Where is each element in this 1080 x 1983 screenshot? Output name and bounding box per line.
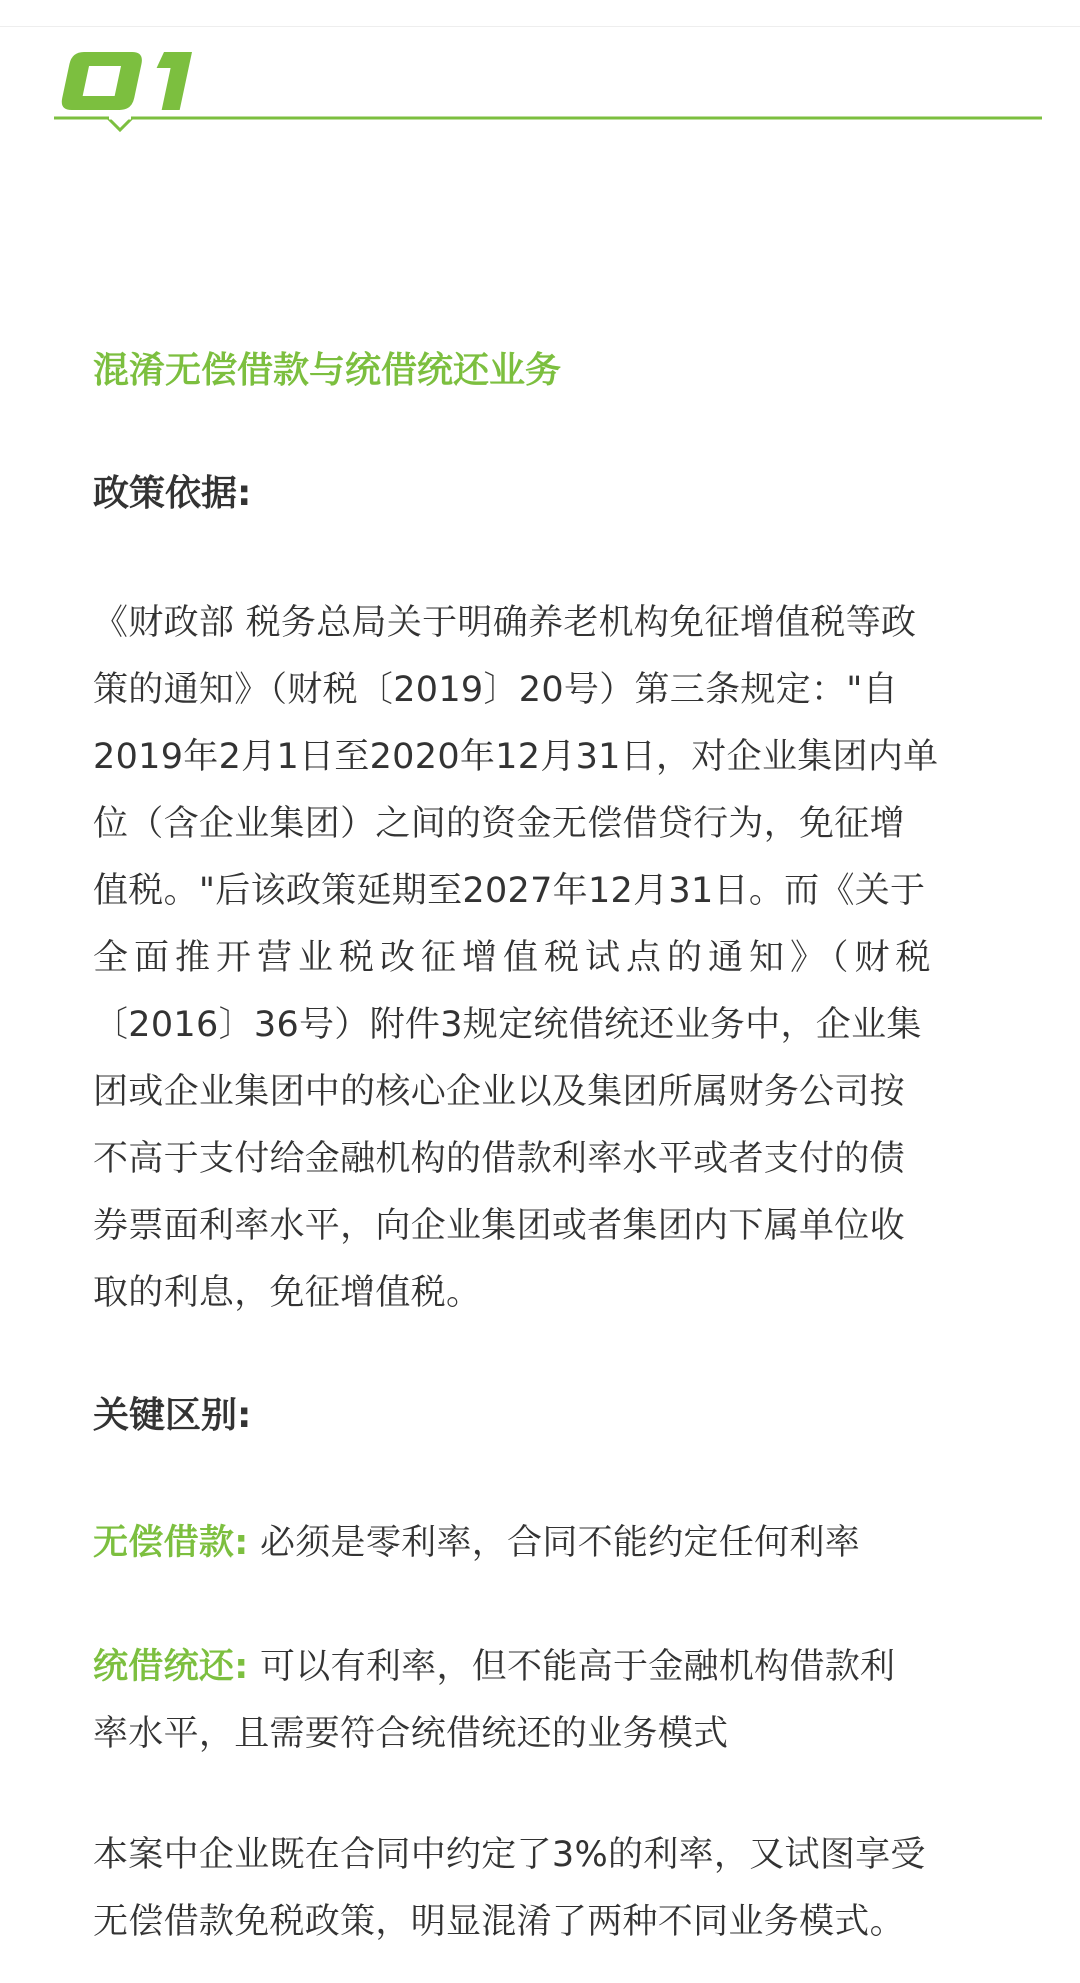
policy-line: 《财政部 税务总局关于明确养老机构免征增值税等政 — [93, 603, 917, 643]
unified-loan-item — [93, 1634, 1005, 1768]
policy-line: 2019年2月1日至2020年12月31日，对企业集团内单 — [93, 737, 939, 777]
policy-line: 全面推开营业税改征增值税试点的通知》（财税 — [93, 938, 937, 978]
section-number-badge — [0, 0, 1080, 140]
conclusion-line: 本案中企业既在合同中约定了3%的利率，又试图享受 — [93, 1835, 926, 1875]
policy-line: 〔2016〕36号）附件3规定统借统还业务中，企业集 — [93, 1005, 922, 1045]
conclusion-paragraph — [93, 1822, 1005, 1956]
conclusion-line: 无偿借款免税政策，明显混淆了两种不同业务模式。 — [93, 1902, 905, 1942]
policy-line: 值税。"后该政策延期至2027年12月31日。而《关于 — [93, 871, 926, 911]
free-loan-term: 无偿借款: — [93, 1523, 249, 1563]
policy-line: 券票面利率水平，向企业集团或者集团内下属单位收 — [93, 1206, 905, 1246]
policy-paragraph — [93, 590, 1005, 1327]
section-header — [0, 0, 1080, 140]
difference-label: 关键区别: — [93, 1395, 252, 1436]
free-loan-item — [93, 1510, 1005, 1577]
free-loan-text: 必须是零利率，合同不能约定任何利率 — [259, 1523, 861, 1563]
unified-loan-text-cont: 率水平，且需要符合统借统还的业务模式 — [93, 1714, 729, 1754]
unified-loan-term: 统借统还: — [93, 1647, 249, 1687]
policy-line: 取的利息，免征增值税。 — [93, 1273, 482, 1313]
unified-loan-text: 可以有利率，但不能高于金融机构借款利 — [259, 1647, 896, 1687]
policy-line: 团或企业集团中的核心企业以及集团所属财务公司按 — [93, 1072, 905, 1112]
policy-label: 政策依据: — [93, 473, 252, 514]
policy-line: 策的通知》（财税〔2019〕20号）第三条规定："自 — [93, 670, 899, 710]
section-heading: 混淆无偿借款与统借统还业务 — [93, 350, 562, 391]
policy-line: 位（含企业集团）之间的资金无偿借贷行为，免征增 — [93, 804, 905, 844]
policy-line: 不高于支付给金融机构的借款利率水平或者支付的债 — [93, 1139, 905, 1179]
section-number-glyphs — [60, 52, 192, 110]
